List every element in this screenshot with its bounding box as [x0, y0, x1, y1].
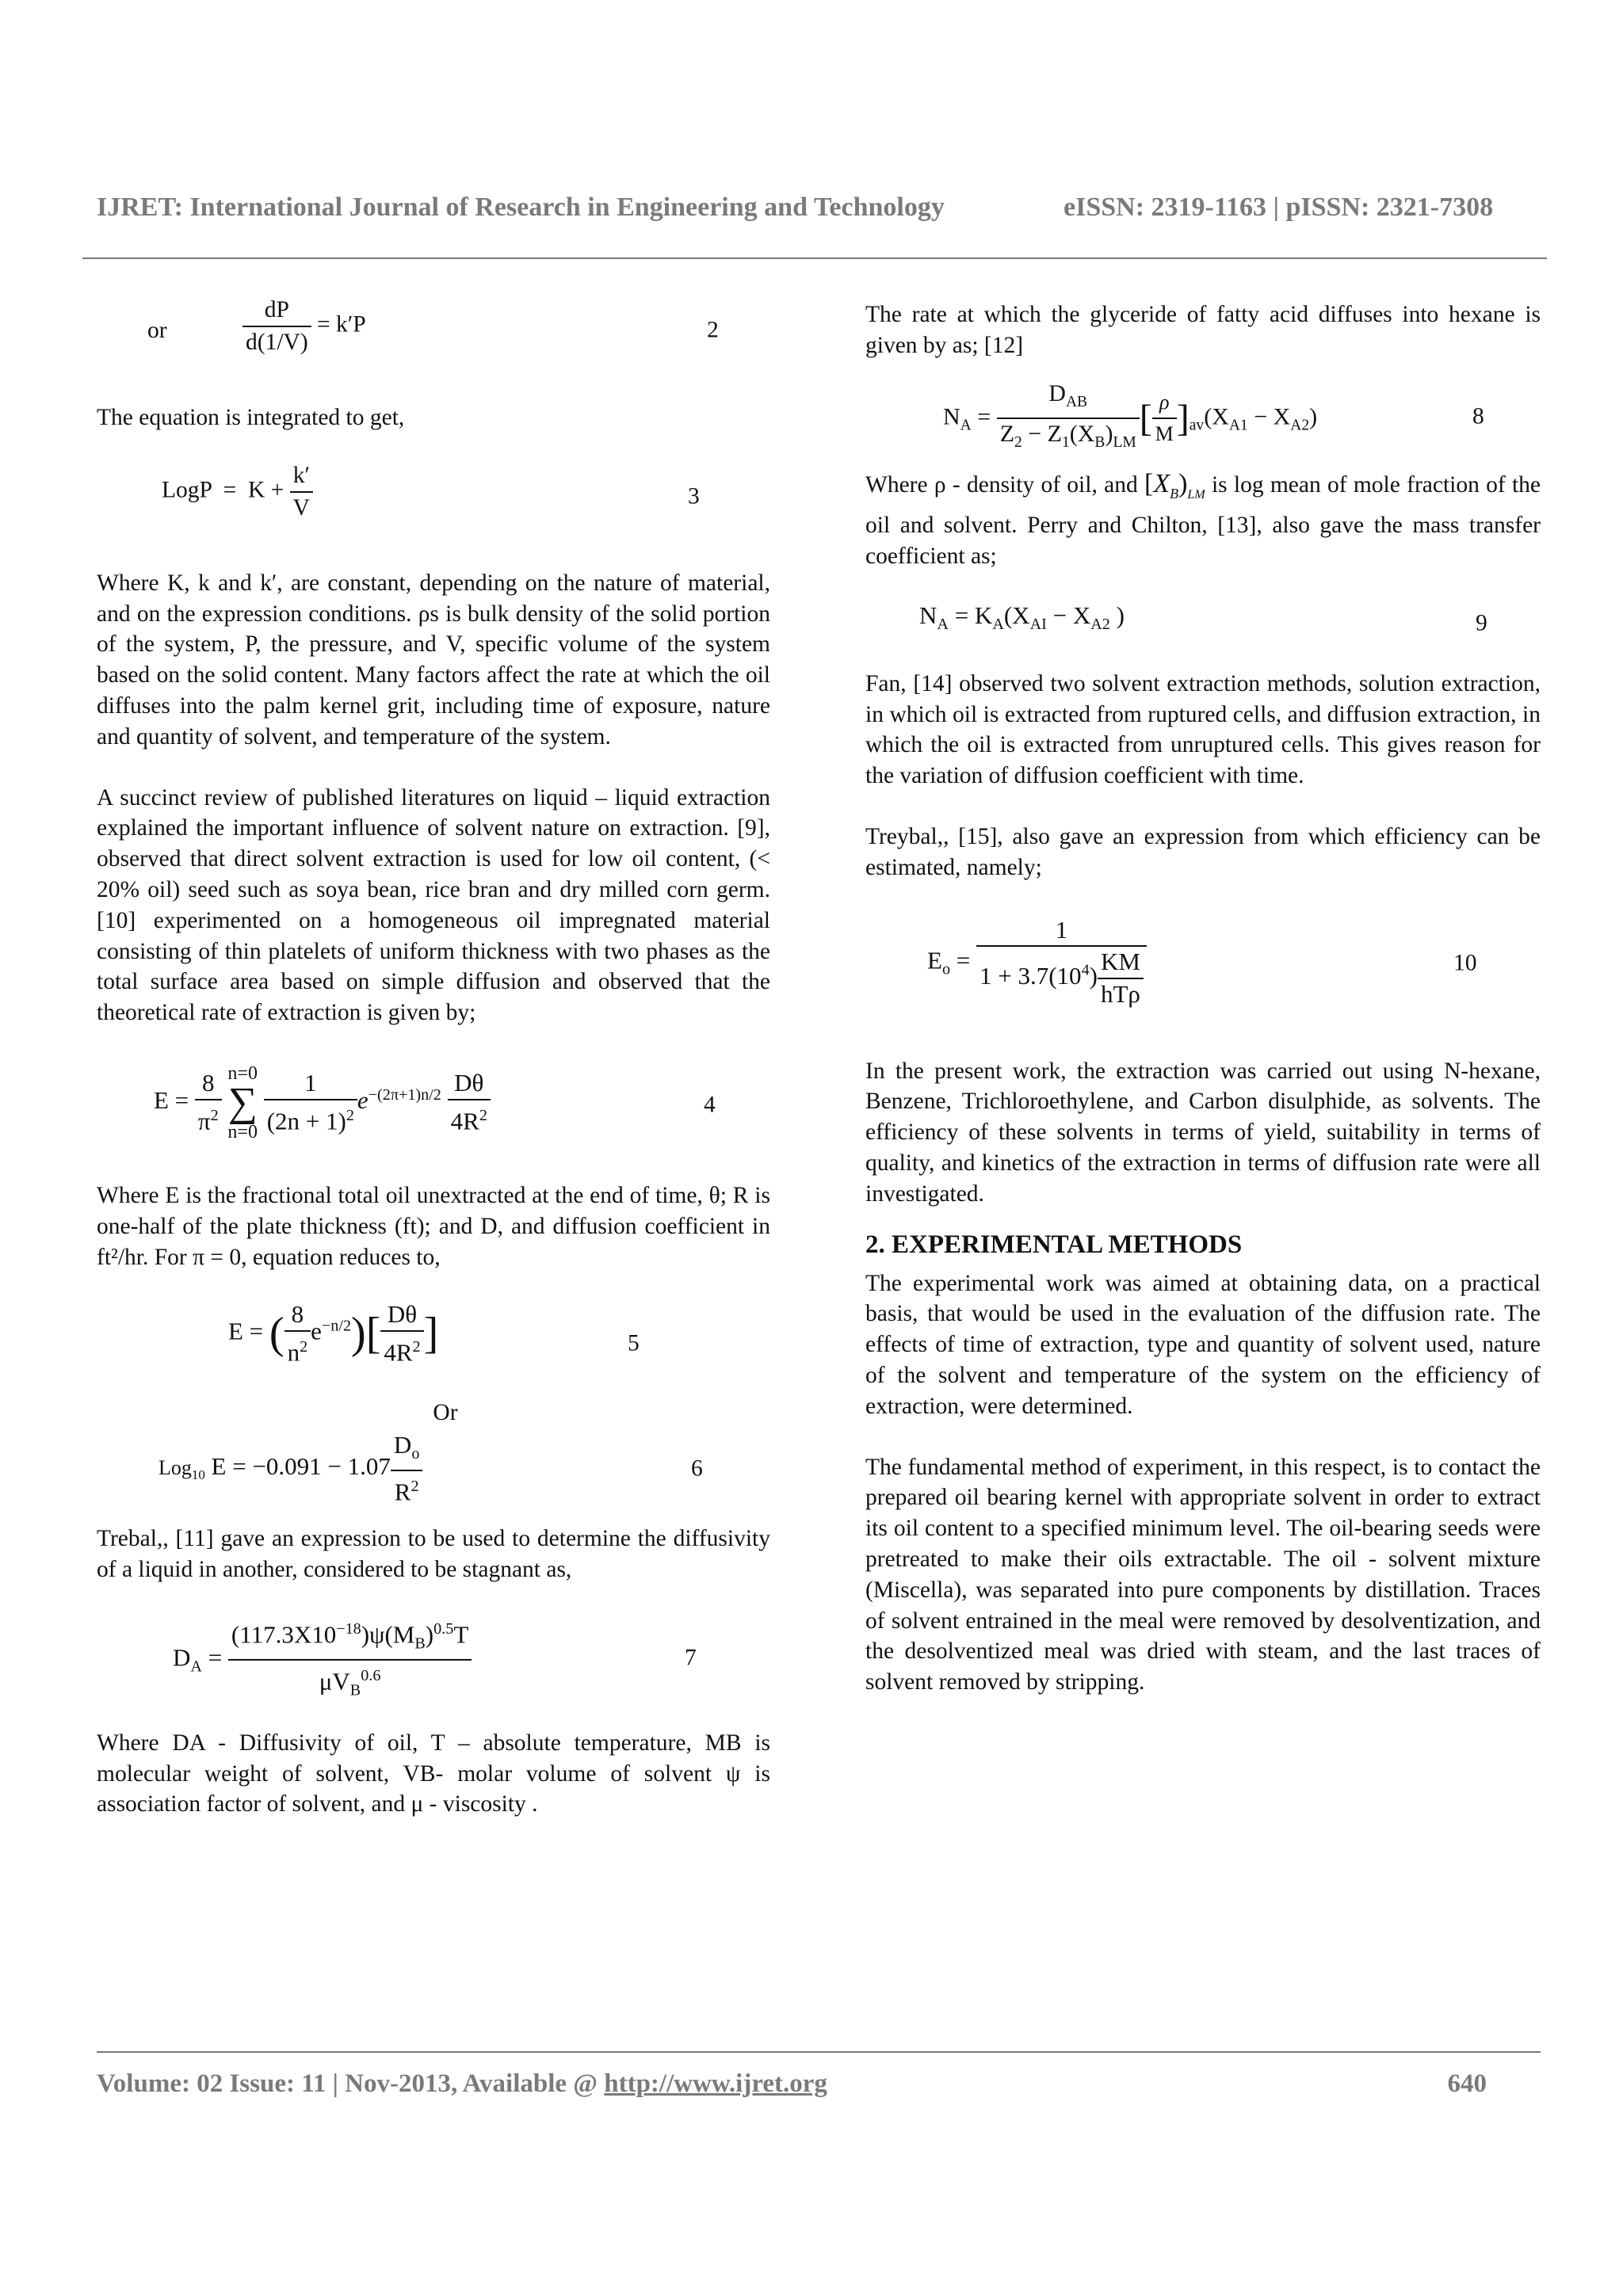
left-paragraph-4: Where E is the fractional total oil unextracted at the end of time, θ; R is one-half of the plate thickness (ft); and D, and diffusion coefficient in ft²/hr. For π = 0, equation reduces to, — [97, 1182, 770, 1270]
issn: eISSN: 2319-1163 | pISSN: 2321-7308 — [1064, 193, 1494, 222]
right-paragraph-4: Treybal,, [15], also gave an expression from which efficiency can be estimated, namely; — [865, 823, 1541, 880]
equation-3 — [97, 456, 770, 538]
right-paragraph-3: Fan, [14] observed two solvent extraction methods, solution extraction, in which oil is extracted from ruptured cells, and diffusion extraction, in which the oil is extracted from unruptured cells. This gives reason for the variation of diffusion coefficient with time. — [865, 670, 1541, 789]
right-paragraph-1: The rate at which the glyceride of fatty acid diffuses into hexane is given by as; [12] — [865, 302, 1541, 358]
left-paragraph-6: Where DA - Diffusivity of oil, T – absolute temperature, MB is molecular weight of solvent, VB- molar volume of solvent ψ is association factor of solvent, and μ - viscosity . — [97, 1730, 770, 1817]
eq6-number: 6 — [691, 1455, 703, 1482]
eq3-formula: LogP = K + $\frac{k'}{V}$ — [162, 460, 313, 524]
running-header — [97, 193, 1539, 223]
log-mean-symbol: $[X_B)_{LM}$ — [1144, 468, 1205, 502]
eq9-number: 9 — [1476, 610, 1487, 636]
footer-rule — [97, 2051, 1541, 2053]
page-number: 640 — [1447, 2069, 1487, 2098]
equation-4 — [97, 1046, 770, 1165]
right-paragraph-2a: Where ρ - density of oil, and — [865, 471, 1138, 498]
eq4-formula: E = $\frac{8}{\pi^2}$ n=0 ∑ n=0 $\frac{1}{(2n + 1)^2}$ $e^{-(2\pi+1)n/2}$ $\frac{D\theta}{4R^2}$ — [154, 1062, 491, 1144]
eq9-formula: $N_A = K_A(X_{AI} - X_{A2}$ ) — [919, 601, 1125, 633]
left-paragraph-2: Where K, k and k′, are constant, depending on the nature of material, and on the expression conditions. ρs is bulk density of the solid portion of the system, P, the pressure, and V, specific volume of the system based on the solid content. Many factors affect the rate at which the oil diffuses into the palm kernel grit, including time of exposure, nature and quantity of solvent, and temperature of the system. — [97, 570, 770, 749]
eq8-number: 8 — [1472, 403, 1484, 429]
equation-7 — [97, 1604, 770, 1712]
left-paragraph-5: Trebal,, [11] gave an expression to be used to determine the diffusivity of a liquid in another, considered to be stagnant as, — [97, 1526, 770, 1582]
eq5-formula: E = ( $\frac{8}{n^2}$ $e^{-n/2}$)[ $\frac{D\theta}{4R^2}$ ] — [228, 1300, 439, 1367]
footer-volume: Volume: 02 Issue: 11 | Nov-2013, Available @ — [97, 2069, 598, 2098]
equation-10 — [865, 904, 1541, 1023]
eq2-formula: $\frac{dP}{d(1/V)}$ = k′P — [242, 295, 366, 358]
eq7-number: 7 — [685, 1645, 697, 1671]
eq3-number: 3 — [688, 483, 700, 509]
section-heading: 2. EXPERIMENTAL METHODS — [865, 1230, 1243, 1259]
right-paragraph-7: The fundamental method of experiment, in this respect, is to contact the prepared oil bearing kernel with appropriate solvent in order to extract its oil content to a specified minimum level. The oil-bearing seeds were pretreated to make their oils extractable. The oil - solvent mixture (Miscella), was separated into pure components by distillation. Traces of solvent entrained in the meal were removed by desolventization, and the desolventized meal was dried with steam, and the last traces of solvent removed by stripping. — [865, 1454, 1541, 1695]
equation-6 — [97, 1428, 770, 1509]
eq10-number: 10 — [1453, 950, 1477, 976]
journal-title: IJRET: International Journal of Research in Engineering and Technology — [97, 193, 945, 222]
left-paragraph-3: A succinct review of published literatures on liquid – liquid extraction explained the important influence of solvent nature on extraction. [9], observed that direct solvent extraction is used for low oil content, (< 20% oil) seed such as soya bean, rice bran and dry milled corn germ. [10] experimented on a homogeneous oil impregnated material consisting of thin platelets of uniform thickness with two phases as the total surface area based on simple diffusion and observed that the theoretical rate of extraction is given by; — [97, 784, 770, 1026]
right-paragraph-2b: is log mean of mole fraction of the oil and solvent. Perry and Chilton, [13], also gave the mass transfer coefficient as; — [865, 471, 1541, 569]
eq5-or-label: Or — [433, 1400, 458, 1426]
equation-8 — [865, 376, 1541, 458]
eq6-formula: Log$_{10}$ E = −0.091 − 1.07 $\frac{D_o}{R^2}$ — [158, 1430, 422, 1508]
running-footer — [97, 2069, 1487, 2099]
header-rule — [82, 257, 1547, 259]
eq8-formula: $N_A$ = $\frac{D_{AB}}{Z_2 - Z_1(X_B)_{LM}}$ [ $\frac{\rho}{M}$ ]$_{av}(X_{A1} - X_{A2})$ — [943, 379, 1318, 452]
eq5-number: 5 — [628, 1330, 640, 1356]
eq2-or-label: or — [147, 318, 167, 343]
equation-5 — [97, 1290, 770, 1398]
left-column — [97, 299, 770, 1820]
right-column — [865, 299, 1541, 1698]
eq4-number: 4 — [704, 1092, 716, 1118]
equation-9 — [865, 589, 1541, 658]
equation-2 — [97, 299, 770, 361]
eq2-number: 2 — [707, 317, 719, 343]
left-paragraph-1: The equation is integrated to get, — [97, 405, 405, 430]
eq7-formula: $D_A$ = $\frac{(117.3X10^{-18})\psi(M_B)^{0.5}T}{\mu V_B^{0.6}}$ — [173, 1614, 472, 1707]
eq10-formula: $E_o$ = 1 $1 + 3.7(10^4)$ $\frac{KM}{\text{hTρ}}$ — [927, 915, 1147, 1010]
right-paragraph-2 — [865, 469, 1541, 572]
footer-link[interactable]: http://www.ijret.org — [604, 2069, 827, 2098]
right-paragraph-6: The experimental work was aimed at obtaining data, on a practical basis, that would be used in the evaluation of the diffusion rate. The effects of time of extraction, type and quantity of solvent used, nature of the solvent and temperature of the system on the efficiency of extraction, were determined. — [865, 1270, 1541, 1419]
right-paragraph-5: In the present work, the extraction was carried out using N-hexane, Benzene, Trichloroethylene, and Carbon disulphide, as solvents. The efficiency of these solvents in terms of yield, suitability in terms of quality, and kinetics of the extraction in terms of diffusion rate were all investigated. — [865, 1058, 1541, 1207]
